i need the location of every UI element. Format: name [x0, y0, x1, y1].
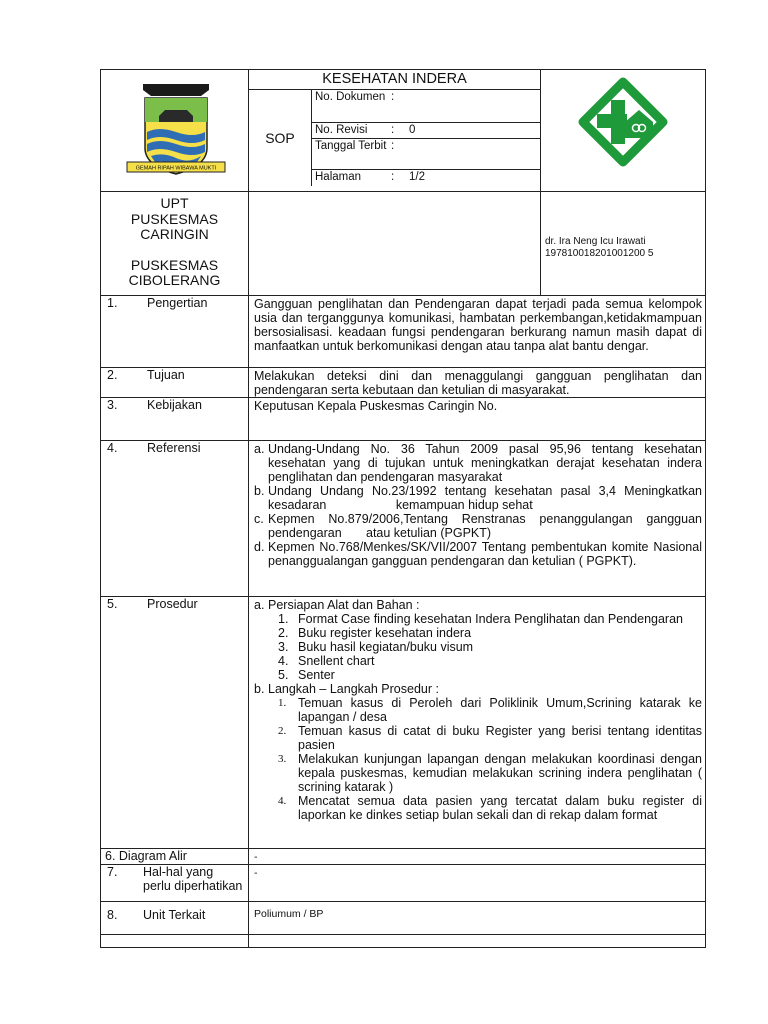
section-list-referensi [249, 441, 706, 597]
meta-row-tanggal: Tanggal Terbit : [312, 139, 540, 170]
list-item: 1. Format Case finding kesehatan Indera Penglihatan dan Pendengaran [278, 612, 683, 626]
section-text-tujuan: Melakukan deteksi dini dan menaggulangi gangguan penglihatan dan pendengaran serta kebutaan dan ketulian di masyarakat. [249, 368, 706, 398]
section-text-diagram: - [249, 849, 706, 865]
section-label-diagram: 6. Diagram Alir [101, 849, 249, 865]
section-label-tujuan: 2. Tujuan [101, 368, 249, 398]
list-item: 2. Temuan kasus di catat di buku Register yang berisi tentang identitas pasien [278, 724, 702, 752]
org-line-4: PUSKESMAS [130, 256, 219, 273]
org-line-1: UPT [160, 195, 189, 211]
org-line-5: CIBOLERANG [128, 272, 221, 288]
puskesmas-logo-icon [541, 70, 705, 186]
org-line-2: PUSKESMAS [130, 210, 219, 227]
list-item: 5. Senter [278, 668, 335, 682]
section-label-unit: 8. Unit Terkait [101, 902, 249, 935]
document-title: KESEHATAN INDERA [249, 70, 540, 90]
meta-row-revisi: No. Revisi : 0 [312, 123, 540, 139]
sop-document [100, 69, 705, 932]
organization-cell [101, 192, 249, 296]
blank-cell [249, 192, 541, 296]
section-list-prosedur [249, 597, 706, 849]
signer-name: dr. Ira Neng Icu Irawati [545, 236, 646, 247]
signer-cell [541, 192, 706, 296]
meta-row-halaman: Halaman : 1/2 [315, 171, 425, 183]
meta-row-dokumen: No. Dokumen : [312, 90, 540, 123]
list-item: 1. Temuan kasus di Peroleh dari Poliklinik Umum,Scrining katarak ke lapangan / desa [278, 696, 702, 724]
list-item: c. Kepmen No.879/2006,Tentang Renstranas penanggulangan gangguan pendengaran atau ketulian (PGPKT) [254, 512, 706, 540]
list-item: 3. Buku hasil kegiatan/buku visum [278, 640, 474, 654]
sop-label: SOP [249, 90, 312, 186]
regency-emblem-icon [101, 70, 248, 186]
emblem-motto: GEMAH RIPAH WIBAWA MUKTI [135, 165, 217, 172]
list-item: a. Undang-Undang No. 36 Tahun 2009 pasal 95,96 tentang kesehatan kesehatan yang di tujukan untuk meningkatkan derajat kesehatan indera penglihatan dan pendengaran masyarakat [254, 442, 702, 484]
list-item: 3. Melakukan kunjungan lapangan dengan melakukan koordinasi dengan kepala puskesmas, kemudian melakukan scrining indera penglihatan ( scrining katarak ) [278, 752, 702, 794]
section-label-pengertian: 1. Pengertian [101, 296, 249, 368]
puskesmas-logo-cell [541, 70, 706, 192]
signer-nip: 197810018201001200 5 [545, 248, 654, 259]
section-label-hal: 7. Hal-hal yang perlu diperhatikan [101, 865, 249, 902]
sop-table [100, 69, 706, 948]
section-text-unit: Poliumum / BP [249, 902, 706, 935]
document-meta [312, 90, 540, 186]
org-line-3: CARINGIN [140, 226, 209, 242]
list-item: a. Persiapan Alat dan Bahan : [254, 598, 420, 612]
list-item: 2. Buku register kesehatan indera [278, 626, 472, 640]
header-center [249, 70, 541, 192]
list-item: b. Undang Undang No.23/1992 tentang kesehatan pasal 3,4 Meningkatkan kesadaran kemampuan hidup sehat [254, 484, 706, 512]
section-label-kebijakan: 3. Kebijakan [101, 398, 249, 441]
empty-footer-cell [101, 935, 249, 948]
section-text-hal: - [249, 865, 706, 902]
list-item: 4. Snellent chart [278, 654, 375, 668]
section-text-kebijakan: Keputusan Kepala Puskesmas Caringin No. [249, 398, 706, 441]
list-item: b. Langkah – Langkah Prosedur : [254, 682, 439, 696]
section-text-pengertian: Gangguan penglihatan dan Pendengaran dapat terjadi pada semua kelompok usia dan terganggunya komunikasi, hambatan perkembangan,ketidakmampuan bersosialisasi. keadaan fungsi pendengaran berkurang namun masih dapat di manfaatkan untuk berkomunikasi dengan atau tanpa alat bantu dengar. [249, 296, 706, 368]
empty-footer-cell [249, 935, 706, 948]
section-label-prosedur: 5. Prosedur [101, 597, 249, 849]
section-label-referensi: 4. Referensi [101, 441, 249, 597]
list-item: d. Kepmen No.768/Menkes/SK/VII/2007 Tentang pembentukan komite Nasional penanggualangan gangguan pendengaran dan ketulian ( PGPKT). [254, 540, 702, 568]
emblem-cell [101, 70, 249, 192]
list-item: 4. Mencatat semua data pasien yang tercatat dalam buku register di laporkan ke dinkes setiap bulan sekali dan di rekap dalam format [278, 794, 702, 822]
